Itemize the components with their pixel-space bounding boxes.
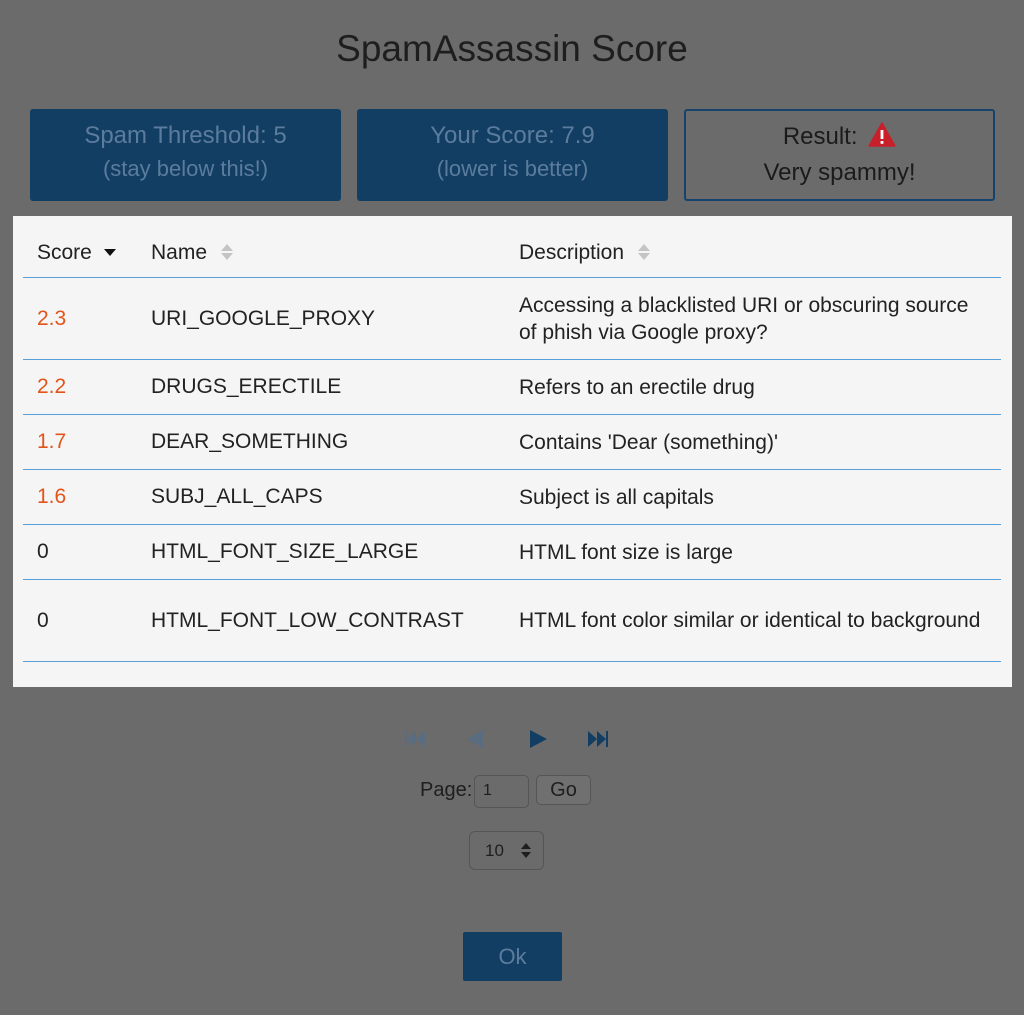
table-row [23,470,1001,525]
description-column-header[interactable]: Description [505,228,1001,278]
select-arrows-icon [521,843,531,859]
description-cell: Accessing a blacklisted URI or obscuring source of phish via Google proxy? [505,278,1001,360]
score-cell: 0 [23,525,137,580]
your-score-label: Your Score: 7.9 [430,122,595,149]
ok-button[interactable]: Ok [463,932,562,981]
score-cell: 0 [23,580,137,662]
result-label: Result: [782,123,858,150]
warning-icon [868,122,896,155]
rule-name-cell: SUBJ_ALL_CAPS [137,470,505,525]
your-score-hint: (lower is better) [436,156,589,181]
threshold-label: Spam Threshold: 5 [84,122,287,149]
score-column-header[interactable]: Score [23,228,137,278]
page-size-select[interactable] [469,831,544,870]
description-cell: Contains 'Dear (something)' [505,415,1001,470]
last-page-icon[interactable] [585,728,611,750]
page-size-value: 10 [485,841,504,860]
sort-icon [638,243,650,261]
rule-name-cell: URI_GOOGLE_PROXY [137,278,505,360]
result-card [684,109,995,201]
table-row [23,415,1001,470]
score-cell: 2.2 [23,360,137,415]
table-row [23,278,1001,360]
next-page-icon[interactable] [526,728,552,750]
sort-descending-icon [104,249,116,256]
page-label: Page: [420,779,473,801]
description-cell: Subject is all capitals [505,470,1001,525]
results-table [23,228,1001,662]
sort-icon [221,243,233,261]
threshold-hint: (stay below this!) [102,156,269,181]
table-row [23,525,1001,580]
result-value: Very spammy! [763,159,916,186]
go-button[interactable]: Go [536,775,591,805]
description-cell: HTML font size is large [505,525,1001,580]
page-number-input[interactable]: 1 [474,775,529,808]
rule-name-cell: HTML_FONT_SIZE_LARGE [137,525,505,580]
rule-name-cell: HTML_FONT_LOW_CONTRAST [137,580,505,662]
rule-name-cell: DRUGS_ERECTILE [137,360,505,415]
your-score-card [357,109,668,201]
description-cell: HTML font color similar or identical to background [505,580,1001,662]
table-row [23,580,1001,662]
table-row [23,360,1001,415]
previous-page-icon[interactable] [463,728,489,750]
first-page-icon[interactable] [403,728,429,750]
dialog-title: SpamAssassin Score [336,28,688,69]
rule-name-cell: DEAR_SOMETHING [137,415,505,470]
score-cell: 1.7 [23,415,137,470]
description-cell: Refers to an erectile drug [505,360,1001,415]
name-column-header[interactable]: Name [137,228,505,278]
score-cell: 2.3 [23,278,137,360]
score-cell: 1.6 [23,470,137,525]
spam-threshold-card [30,109,341,201]
results-table-panel [13,216,1012,687]
